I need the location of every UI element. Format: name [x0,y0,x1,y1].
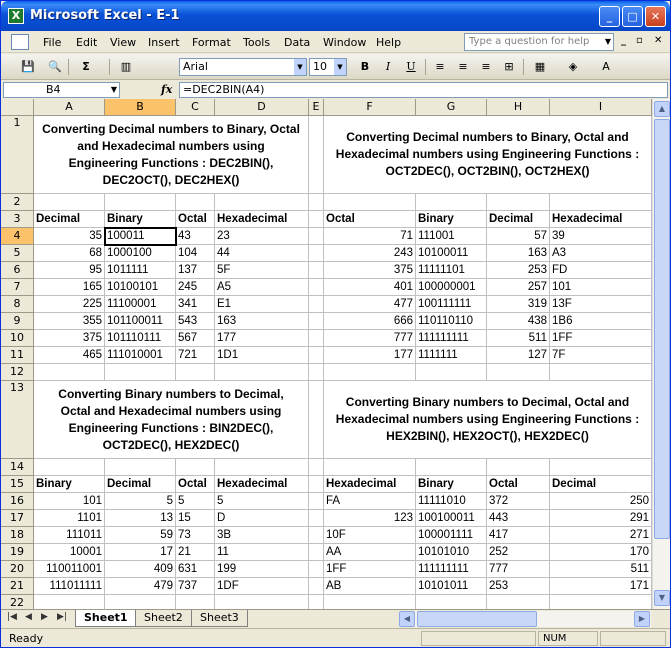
table-cell[interactable]: 721 [176,347,215,364]
table-cell[interactable]: D [215,510,309,527]
help-search-input[interactable] [464,33,614,51]
table-cell[interactable]: 44 [215,245,309,262]
cell[interactable] [309,578,324,595]
cell[interactable] [309,313,324,330]
table-cell[interactable]: 57 [487,228,550,245]
column-label[interactable]: Octal [487,476,550,493]
cell[interactable] [324,194,416,211]
cell[interactable] [487,194,550,211]
row-header-14[interactable]: 14 [1,459,34,476]
table-cell[interactable]: 245 [176,279,215,296]
table-cell[interactable]: 10F [324,527,416,544]
table-cell[interactable]: 100000001 [416,279,487,296]
cell[interactable] [487,364,550,381]
table-cell[interactable]: 417 [487,527,550,544]
doc-restore-icon[interactable]: ▫ [636,35,643,46]
merge-center-icon[interactable]: ⊞ [504,60,514,73]
cell[interactable] [309,194,324,211]
scroll-left-icon[interactable]: ◀ [399,611,415,627]
cell[interactable] [416,459,487,476]
menu-window[interactable]: Window [323,36,367,49]
column-label[interactable]: Binary [34,476,105,493]
table-cell[interactable]: 171 [550,578,652,595]
table-cell[interactable]: 355 [34,313,105,330]
table-cell[interactable]: 100001111 [416,527,487,544]
table-cell[interactable]: 21 [176,544,215,561]
table-cell[interactable]: 111011 [34,527,105,544]
title-dec-to-bin[interactable]: Converting Decimal numbers to Binary, Octal and Hexadecimal numbers using Engineering Functions : DEC2BIN(), DEC2OCT(), DEC2HEX() [34,116,309,194]
table-cell[interactable]: 1000100 [105,245,176,262]
table-cell[interactable]: 631 [176,561,215,578]
table-cell[interactable]: FD [550,262,652,279]
excel-app-icon[interactable]: X [8,8,24,24]
column-header-i[interactable]: I [550,99,652,116]
row-header-17[interactable]: 17 [1,510,34,527]
table-cell[interactable]: 479 [105,578,176,595]
row-header-2[interactable]: 2 [1,194,34,211]
row-header-18[interactable]: 18 [1,527,34,544]
table-cell[interactable]: 10101011 [416,578,487,595]
table-cell[interactable]: 11111101 [416,262,487,279]
cell[interactable] [309,116,324,194]
sheet-tab-sheet3[interactable]: Sheet3 [191,610,248,627]
table-cell[interactable]: 341 [176,296,215,313]
table-cell[interactable]: 271 [550,527,652,544]
cell[interactable] [215,459,309,476]
table-cell[interactable]: 5 [176,493,215,510]
title-hex-conversions[interactable]: Converting Binary numbers to Decimal, Octal and Hexadecimal numbers using Engineering Functions : HEX2BIN(), HEX2OCT(), HEX2DEC() [324,381,652,459]
align-left-icon[interactable]: ≡ [435,60,445,73]
spreadsheet-grid[interactable] [1,99,652,609]
insert-function-icon[interactable]: fx [161,83,173,96]
cell[interactable] [215,364,309,381]
italic-button[interactable]: I [385,60,391,73]
chevron-down-icon[interactable]: ▼ [110,85,117,94]
table-cell[interactable]: 59 [105,527,176,544]
title-bin-to-dec[interactable]: Converting Binary numbers to Decimal, Octal and Hexadecimal numbers using Engineering Functions : BIN2DEC(), OCT2DEC(), HEX2DEC() [34,381,309,459]
toolbar-separator [425,59,426,75]
table-cell[interactable]: A5 [215,279,309,296]
menu-data[interactable]: Data [284,36,311,49]
table-cell[interactable]: 15 [176,510,215,527]
title-bar [1,1,670,31]
table-cell[interactable]: 68 [34,245,105,262]
chevron-down-icon[interactable]: ▼ [294,59,306,75]
table-cell[interactable]: 199 [215,561,309,578]
table-cell[interactable]: 17 [105,544,176,561]
last-sheet-icon[interactable]: ▶| [57,612,67,622]
vertical-scrollbar[interactable] [652,99,670,609]
row-header-9[interactable]: 9 [1,313,34,330]
row-header-5[interactable]: 5 [1,245,34,262]
toolbar-separator [68,59,69,75]
row-header-10[interactable]: 10 [1,330,34,347]
table-cell[interactable]: AB [324,578,416,595]
column-header-e[interactable]: E [309,99,324,116]
cell[interactable] [550,194,652,211]
table-cell[interactable]: 73 [176,527,215,544]
table-cell[interactable]: 401 [324,279,416,296]
cell[interactable] [309,228,324,245]
cell[interactable] [324,459,416,476]
table-cell[interactable]: 23 [215,228,309,245]
table-cell[interactable]: 243 [324,245,416,262]
column-label[interactable]: Binary [416,476,487,493]
row-header-22[interactable]: 22 [1,595,34,609]
row-header-1[interactable]: 1 [1,116,34,194]
column-header-d[interactable]: D [215,99,309,116]
formula-input[interactable]: =DEC2BIN(A4) [179,82,668,98]
help-placeholder: Type a question for help [469,36,590,47]
menu-format[interactable]: Format [192,36,231,49]
status-bar [1,628,670,647]
window-title: Microsoft Excel - E-1 [30,8,180,23]
minimize-button[interactable]: _ [599,6,620,27]
horizontal-scrollbar[interactable] [399,611,651,627]
underline-button[interactable]: U [406,60,416,73]
prev-sheet-icon[interactable]: ◀ [25,612,32,622]
menu-tools[interactable]: Tools [243,36,271,49]
column-label[interactable]: Hexadecimal [550,211,652,228]
toolbar-separator [109,59,110,75]
cell[interactable] [309,476,324,493]
cell[interactable] [416,364,487,381]
table-cell[interactable]: 100111111 [416,296,487,313]
table-cell[interactable]: 11100001 [105,296,176,313]
maximize-button[interactable]: □ [622,6,643,27]
status-text: Ready [9,632,44,645]
sheet-tab-sheet1[interactable]: Sheet1 [75,610,137,627]
table-cell[interactable]: 11 [215,544,309,561]
column-label[interactable]: Decimal [550,476,652,493]
table-cell[interactable]: 10100101 [105,279,176,296]
table-cell[interactable]: 3B [215,527,309,544]
table-cell[interactable]: 1FF [550,330,652,347]
cell[interactable] [487,459,550,476]
vertical-scroll-thumb[interactable] [654,119,670,539]
table-cell[interactable]: E1 [215,296,309,313]
table-cell[interactable]: 1111111 [416,347,487,364]
name-box-value: B4 [46,83,61,96]
row-header-21[interactable]: 21 [1,578,34,595]
table-cell[interactable]: 5F [215,262,309,279]
cell[interactable] [309,527,324,544]
table-cell[interactable]: 5 [105,493,176,510]
cell[interactable] [34,595,105,609]
row-header-15[interactable]: 15 [1,476,34,493]
scroll-up-icon[interactable]: ▲ [654,101,670,117]
column-label[interactable]: Binary [416,211,487,228]
table-cell[interactable]: 1D1 [215,347,309,364]
cell[interactable] [34,194,105,211]
table-cell[interactable]: 409 [105,561,176,578]
table-cell[interactable]: 225 [34,296,105,313]
font-size-value: 10 [313,60,327,73]
table-cell[interactable]: 477 [324,296,416,313]
table-cell[interactable]: 257 [487,279,550,296]
autosum-icon[interactable]: Σ [82,60,90,73]
chart-wizard-icon[interactable]: ▥ [120,60,132,73]
cell[interactable] [309,493,324,510]
table-cell[interactable]: 127 [487,347,550,364]
cell[interactable] [176,459,215,476]
next-sheet-icon[interactable]: ▶ [41,612,48,622]
sheet-tab-sheet2[interactable]: Sheet2 [135,610,192,627]
table-cell[interactable]: 101 [550,279,652,296]
table-cell[interactable]: 35 [34,228,105,245]
table-cell[interactable]: 95 [34,262,105,279]
cell[interactable] [309,595,324,609]
table-cell[interactable]: 1B6 [550,313,652,330]
cell[interactable] [105,194,176,211]
table-cell[interactable]: 10101010 [416,544,487,561]
table-cell[interactable]: 375 [324,262,416,279]
cell[interactable] [309,459,324,476]
cell[interactable] [105,595,176,609]
table-cell[interactable]: 123 [324,510,416,527]
title-oct-conversions[interactable]: Converting Decimal numbers to Binary, Octal and Hexadecimal numbers using Engineering Functions : OCT2DEC(), OCT2BIN(), OCT2HEX() [324,116,652,194]
table-cell[interactable]: 253 [487,578,550,595]
table-cell[interactable]: 137 [176,262,215,279]
menu-help[interactable]: Help [376,36,402,49]
table-cell[interactable]: 567 [176,330,215,347]
row-header-12[interactable]: 12 [1,364,34,381]
table-cell[interactable]: 511 [487,330,550,347]
scroll-down-icon[interactable]: ▼ [654,590,670,606]
table-cell[interactable]: 43 [176,228,215,245]
cell[interactable] [550,459,652,476]
cell[interactable] [309,381,324,459]
table-cell[interactable]: 177 [215,330,309,347]
column-header-c[interactable]: C [176,99,215,116]
table-cell[interactable]: 111111111 [416,561,487,578]
close-button[interactable]: ✕ [645,6,666,27]
cell[interactable] [416,194,487,211]
table-cell[interactable]: 163 [215,313,309,330]
table-cell[interactable]: 511 [550,561,652,578]
column-label[interactable]: Octal [324,211,416,228]
cell[interactable] [416,595,487,609]
table-cell[interactable]: 1101 [34,510,105,527]
row-header-13[interactable]: 13 [1,381,34,459]
table-cell[interactable]: 71 [324,228,416,245]
cell[interactable] [324,595,416,609]
column-label[interactable]: Decimal [487,211,550,228]
workbook-icon[interactable] [11,34,29,50]
doc-minimize-icon[interactable]: _ [621,35,626,46]
row-header-4[interactable]: 4 [1,228,34,245]
menu-view[interactable]: View [110,36,137,49]
bold-button[interactable]: B [360,60,370,73]
cell[interactable] [176,595,215,609]
column-label[interactable]: Octal [176,476,215,493]
cell[interactable] [176,194,215,211]
font-name-value: Arial [183,60,208,73]
first-sheet-icon[interactable]: |◀ [7,612,17,622]
table-cell[interactable]: 319 [487,296,550,313]
toolbar [1,54,670,80]
cell[interactable] [309,347,324,364]
cell[interactable] [105,364,176,381]
row-header-20[interactable]: 20 [1,561,34,578]
cell[interactable] [309,544,324,561]
table-cell[interactable]: 111011111 [34,578,105,595]
toolbar-separator [523,59,524,75]
column-label[interactable]: Decimal [34,211,105,228]
column-label[interactable]: Hexadecimal [324,476,416,493]
menu-edit[interactable]: Edit [76,36,98,49]
table-cell[interactable]: 111111111 [416,330,487,347]
row-header-11[interactable]: 11 [1,347,34,364]
table-cell[interactable]: 11111010 [416,493,487,510]
table-cell[interactable]: 163 [487,245,550,262]
scroll-right-icon[interactable]: ▶ [634,611,650,627]
table-cell[interactable]: 465 [34,347,105,364]
table-cell[interactable]: 101 [34,493,105,510]
table-cell[interactable]: 7F [550,347,652,364]
font-color-icon[interactable]: A [602,60,610,73]
column-label[interactable]: Hexadecimal [215,476,309,493]
chevron-down-icon[interactable]: ▼ [604,37,611,46]
cell[interactable] [309,245,324,262]
cell[interactable] [550,364,652,381]
cell[interactable] [176,364,215,381]
menu-bar [1,31,670,53]
num-lock-indicator: NUM [538,631,598,646]
table-cell[interactable]: 1011111 [105,262,176,279]
table-cell[interactable]: 1DF [215,578,309,595]
table-cell[interactable]: 39 [550,228,652,245]
table-cell[interactable]: 5 [215,493,309,510]
cell[interactable] [34,459,105,476]
cell[interactable] [309,262,324,279]
table-cell[interactable]: 438 [487,313,550,330]
row-header-3[interactable]: 3 [1,211,34,228]
cell[interactable] [309,330,324,347]
save-icon[interactable]: 💾 [21,60,35,73]
cell[interactable] [309,364,324,381]
formula-bar [1,81,670,99]
table-cell[interactable]: 291 [550,510,652,527]
table-cell[interactable]: 375 [34,330,105,347]
cell[interactable] [309,510,324,527]
column-label[interactable]: Binary [105,211,176,228]
cell[interactable] [215,595,309,609]
table-cell[interactable]: 543 [176,313,215,330]
table-cell[interactable]: 104 [176,245,215,262]
row-header-7[interactable]: 7 [1,279,34,296]
table-cell[interactable]: 10001 [34,544,105,561]
menu-insert[interactable]: Insert [148,36,180,49]
table-cell[interactable]: 110011001 [34,561,105,578]
table-cell[interactable]: 111010001 [105,347,176,364]
table-cell[interactable]: 165 [34,279,105,296]
table-cell[interactable]: 666 [324,313,416,330]
font-size-select[interactable] [309,58,347,76]
cell[interactable] [487,595,550,609]
cell[interactable] [309,561,324,578]
table-cell[interactable]: 443 [487,510,550,527]
cell[interactable] [105,459,176,476]
table-cell[interactable]: 250 [550,493,652,510]
cell[interactable] [309,211,324,228]
column-header-h[interactable]: H [487,99,550,116]
table-cell[interactable]: 10100011 [416,245,487,262]
horizontal-scroll-thumb[interactable] [417,611,537,627]
column-header-f[interactable]: F [324,99,416,116]
align-center-icon[interactable]: ≡ [458,60,468,73]
table-cell[interactable]: A3 [550,245,652,262]
cell[interactable] [309,296,324,313]
row-header-16[interactable]: 16 [1,493,34,510]
table-cell[interactable]: 253 [487,262,550,279]
font-name-select[interactable] [179,58,307,76]
row-header-19[interactable]: 19 [1,544,34,561]
table-cell[interactable]: FA [324,493,416,510]
table-cell[interactable]: 177 [324,347,416,364]
table-cell[interactable]: 110110110 [416,313,487,330]
table-cell[interactable]: 737 [176,578,215,595]
table-cell[interactable]: 13F [550,296,652,313]
column-label[interactable]: Octal [176,211,215,228]
row-header-8[interactable]: 8 [1,296,34,313]
table-cell[interactable]: AA [324,544,416,561]
table-cell[interactable]: 100100011 [416,510,487,527]
cell[interactable] [550,595,652,609]
menu-file[interactable]: File [43,36,62,49]
align-right-icon[interactable]: ≡ [481,60,491,73]
table-cell[interactable]: 101100011 [105,313,176,330]
doc-close-icon[interactable]: ✕ [654,35,663,46]
table-cell[interactable]: 777 [324,330,416,347]
row-header-6[interactable]: 6 [1,262,34,279]
column-header-b[interactable]: B [105,99,176,116]
table-cell[interactable]: 13 [105,510,176,527]
column-header-g[interactable]: G [416,99,487,116]
borders-icon[interactable]: ▦ [534,60,546,73]
table-cell[interactable]: 111001 [416,228,487,245]
column-label[interactable]: Decimal [105,476,176,493]
chevron-down-icon[interactable]: ▼ [334,59,346,75]
print-preview-icon[interactable]: 🔍 [48,60,62,73]
table-cell[interactable]: 170 [550,544,652,561]
status-panel [421,631,536,646]
table-cell[interactable]: 777 [487,561,550,578]
column-label[interactable]: Hexadecimal [215,211,309,228]
cell[interactable] [309,279,324,296]
table-cell[interactable]: 101110111 [105,330,176,347]
cell[interactable] [34,364,105,381]
column-header-a[interactable]: A [34,99,105,116]
sheet-tabs-bar [1,609,670,627]
status-panel [600,631,666,646]
cell[interactable] [215,194,309,211]
fill-color-icon[interactable]: ◈ [568,60,578,73]
cell[interactable] [324,364,416,381]
table-cell[interactable]: 252 [487,544,550,561]
table-cell[interactable]: 372 [487,493,550,510]
table-cell[interactable]: 1FF [324,561,416,578]
active-cell[interactable]: 100011 [105,228,176,245]
name-box[interactable] [3,82,120,98]
